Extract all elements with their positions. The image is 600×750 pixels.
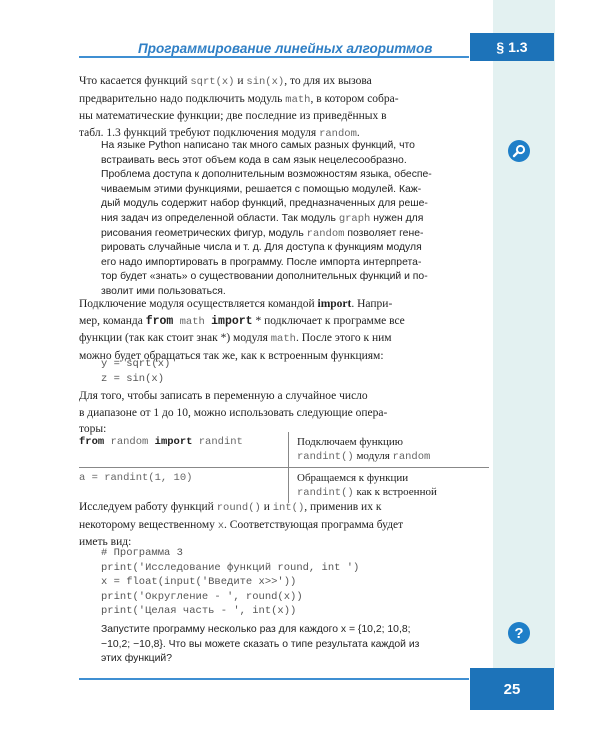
table-row	[79, 432, 489, 468]
code-random: random	[319, 127, 357, 140]
code-block-program-3	[101, 546, 359, 619]
text: . Соответствующая программа будет	[224, 518, 404, 531]
table-row	[79, 468, 489, 504]
paragraph-module-intro	[79, 73, 489, 142]
text: рировать случайные числа и т. д. Для доступа к функциям модуля	[101, 242, 422, 254]
magnifier-icon	[508, 140, 530, 162]
text: и	[234, 75, 247, 87]
code-block-builtin-calls	[101, 357, 170, 386]
text: Исследуем работу функций	[79, 501, 217, 513]
exercise-question	[101, 623, 489, 667]
code-int: int()	[272, 502, 305, 514]
code-sin: sin(x)	[246, 76, 285, 88]
text: , применив их к	[304, 501, 382, 513]
text: * подключает к программе все	[252, 314, 405, 327]
code: random	[104, 436, 155, 448]
code-randint: randint()	[297, 451, 354, 463]
keyword-import: import	[317, 298, 352, 310]
paragraph-import	[79, 296, 489, 364]
code-round: round()	[216, 502, 261, 514]
text: Подключение модуля осуществляется командой	[79, 298, 318, 310]
section-number: § 1.3	[470, 33, 554, 61]
text: можно будет обращаться так же, как к встроенным функциям:	[79, 349, 384, 362]
code: randint	[192, 436, 243, 448]
code-line: print('Исследование функций round, int ')	[101, 561, 360, 574]
text: нужен для	[370, 212, 424, 224]
text: . Напри-	[351, 298, 393, 310]
text: как к встроенной	[353, 486, 437, 498]
page-number: 25	[470, 668, 554, 710]
text: зволит ими пользоваться.	[101, 285, 226, 297]
code-line: # Программа 3	[101, 547, 183, 559]
code-math: math	[270, 333, 296, 345]
text: иметь вид:	[79, 536, 132, 548]
text: модуля	[353, 450, 393, 462]
text: Для того, чтобы записать в переменную а случайное число	[79, 390, 368, 402]
text: −10,2; −10,8}. Что вы можете сказать о типе результата каждой из	[101, 638, 420, 650]
text: , то для их вызова	[284, 75, 372, 87]
star-symbol: *	[220, 332, 227, 344]
text: некоторому вещественному	[79, 518, 218, 531]
text: . После этого к ним	[295, 332, 392, 344]
code: a = randint(1, 10)	[79, 472, 193, 484]
keyword-from: from	[79, 436, 105, 448]
table-cell-code	[79, 432, 289, 468]
text: Запустите программу несколько раз для каждого x = {10,2; 10,8;	[101, 624, 411, 635]
text: торы:	[79, 423, 107, 435]
code-random: random	[392, 451, 431, 463]
text: этих функций?	[101, 653, 172, 665]
paragraph-round-int	[79, 499, 489, 551]
text: функции (так как стоит знак	[79, 332, 221, 344]
text: позволяет гене-	[344, 227, 424, 239]
table-cell-comment	[289, 468, 490, 504]
text: ния задач из определенной области. Так модуль	[101, 212, 339, 224]
text: тор будет «знать» о существовании дополнительных функций и по-	[101, 271, 428, 283]
footer-rule	[79, 678, 469, 680]
margin-sidebar	[493, 0, 555, 668]
text: рисования геометрических фигур, модуль	[101, 227, 307, 239]
text: Подключаем функцию	[297, 436, 403, 448]
table-cell-comment	[289, 432, 490, 468]
text: дый модуль содержит набор функций, предназначенных для реше-	[101, 198, 428, 210]
question-mark-icon: ?	[508, 622, 530, 644]
code-random: random	[306, 227, 345, 240]
code-line: z = sin(x)	[101, 372, 165, 385]
code-x: x	[217, 519, 225, 532]
code-line: x = float(input('Введите x>>'))	[101, 576, 297, 588]
text: чиваемым этими функциями, решается с помощью модулей. Каж-	[101, 183, 422, 195]
code-line: print('Целая часть - ', int(x))	[101, 605, 297, 617]
note-modules	[101, 139, 489, 300]
text: ) модуля	[226, 332, 271, 344]
text: Обращаемся к функции	[297, 472, 409, 484]
text: Проблема доступа к дополнительным возможностям языка, обеспе-	[101, 169, 432, 181]
keyword-import: import	[211, 314, 253, 328]
text: ны математические функции; две последние из приведённых в	[79, 110, 387, 122]
keyword-from: from	[145, 314, 174, 328]
header-rule	[79, 56, 469, 58]
paragraph-random-number	[79, 388, 489, 438]
keyword-import: import	[154, 436, 193, 448]
text: встраивать весь этот объем кода в сам язык нецелесообразно.	[101, 154, 407, 166]
code-line: print('Округление - ', round(x))	[101, 590, 303, 603]
text: Что касается функций	[79, 75, 191, 87]
code-graph: graph	[338, 212, 371, 225]
text: предварительно надо подключить модуль	[79, 92, 286, 105]
code-line: y = sqrt(x)	[101, 358, 171, 370]
running-title: Программирование линейных алгоритмов	[138, 41, 433, 56]
code-randint: randint()	[297, 487, 354, 499]
text: и	[260, 501, 273, 513]
code-math: math	[173, 315, 212, 328]
text: в диапазоне от 1 до 10, можно использовать следующие опера-	[79, 406, 388, 419]
code-sqrt: sqrt(x)	[190, 76, 235, 88]
text: мер, команда	[79, 314, 146, 327]
text: , в котором собра-	[310, 92, 399, 105]
text: табл. 1.3 функций требуют подключения модуля	[79, 126, 320, 139]
code-math: math	[285, 93, 311, 106]
operators-table	[79, 432, 489, 503]
text: его надо импортировать в программу. После импорта интерпрета-	[101, 256, 422, 268]
text: .	[356, 126, 360, 139]
text: На языке Python написано так много самых разных функций, что	[101, 140, 415, 151]
table-cell-code	[79, 468, 289, 504]
